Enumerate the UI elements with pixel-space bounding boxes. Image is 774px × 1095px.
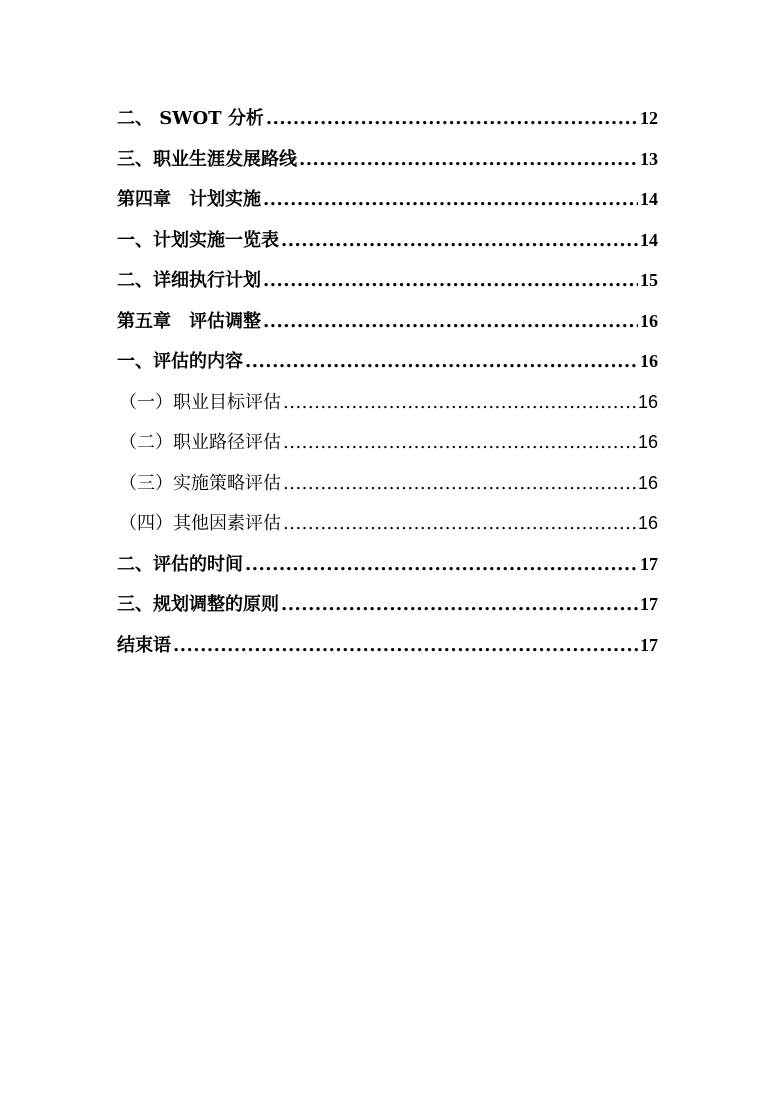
toc-entry-conclusion[interactable] <box>117 626 658 667</box>
toc-entry-page: 12 <box>640 108 658 128</box>
toc-leader-dots <box>173 631 638 661</box>
toc-entry-title: （一）职业目标评估 <box>119 391 281 413</box>
toc-leader-dots <box>245 550 638 580</box>
table-of-contents <box>117 99 658 666</box>
toc-entry-title: （四）其他因素评估 <box>119 513 281 534</box>
toc-leader-dots <box>263 185 638 215</box>
toc-leader-dots <box>283 388 636 418</box>
toc-leader-dots <box>299 145 638 175</box>
toc-entry-plan-overview[interactable] <box>117 221 658 262</box>
toc-leader-dots <box>281 590 638 620</box>
toc-entry-title: 结束语 <box>117 634 171 656</box>
toc-entry-title: 第五章 评估调整 <box>117 310 261 332</box>
toc-entry-page: 16 <box>637 432 658 452</box>
toc-entry-swot[interactable] <box>117 99 658 140</box>
toc-entry-chapter-5[interactable] <box>117 302 658 343</box>
toc-leader-dots <box>281 226 638 256</box>
toc-entry-other-factors[interactable] <box>117 504 658 545</box>
toc-entry-title: （二）职业路径评估 <box>119 432 281 453</box>
toc-entry-adjustment-principles[interactable] <box>117 585 658 626</box>
toc-entry-page: 16 <box>637 472 658 493</box>
toc-entry-page: 13 <box>640 148 658 169</box>
toc-leader-dots <box>245 347 638 377</box>
toc-entry-page: 16 <box>637 391 658 412</box>
toc-entry-title: 二、评估的时间 <box>117 553 243 575</box>
toc-entry-evaluation-time[interactable] <box>117 545 658 586</box>
toc-entry-goal-evaluation[interactable] <box>117 383 658 424</box>
toc-entry-title: 一、计划实施一览表 <box>117 229 279 251</box>
toc-entry-title: 二、 SWOT 分析 <box>117 108 264 129</box>
toc-leader-dots <box>283 428 636 458</box>
toc-entry-page: 16 <box>640 310 658 331</box>
toc-entry-strategy-evaluation[interactable] <box>117 464 658 505</box>
toc-leader-dots <box>263 307 638 337</box>
toc-entry-page: 14 <box>640 229 658 250</box>
toc-entry-page: 17 <box>640 553 658 574</box>
toc-entry-page: 17 <box>640 594 658 614</box>
toc-entry-evaluation-content[interactable] <box>117 342 658 383</box>
toc-entry-page: 16 <box>640 351 658 371</box>
toc-entry-title: 第四章 计划实施 <box>117 189 261 210</box>
toc-entry-page: 17 <box>640 634 658 655</box>
toc-leader-dots <box>266 104 638 134</box>
toc-entry-path-evaluation[interactable] <box>117 423 658 464</box>
toc-entry-page: 14 <box>640 189 658 209</box>
toc-entry-title: 三、规划调整的原则 <box>117 594 279 615</box>
toc-leader-dots <box>283 469 636 499</box>
toc-entry-title: 一、评估的内容 <box>117 351 243 372</box>
toc-entry-title: （三）实施策略评估 <box>119 472 281 494</box>
toc-entry-page: 16 <box>637 513 658 533</box>
toc-entry-page: 15 <box>640 270 658 290</box>
toc-entry-career-route[interactable] <box>117 140 658 181</box>
toc-leader-dots <box>263 266 638 296</box>
toc-leader-dots <box>283 509 636 539</box>
toc-entry-title: 三、职业生涯发展路线 <box>117 148 297 170</box>
toc-entry-execution-plan[interactable] <box>117 261 658 302</box>
toc-entry-chapter-4[interactable] <box>117 180 658 221</box>
toc-entry-title: 二、详细执行计划 <box>117 270 261 291</box>
